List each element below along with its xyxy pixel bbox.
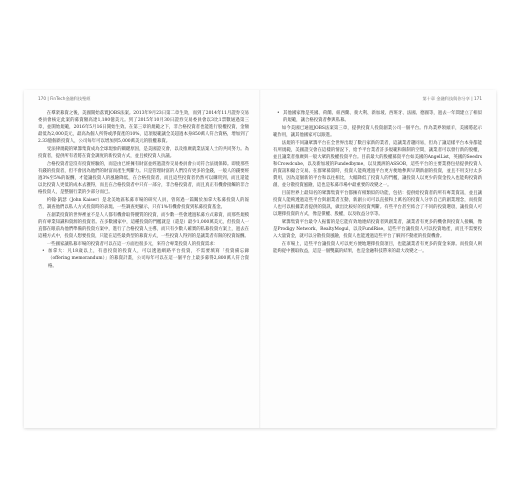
paragraph: 合格投資者是沒有投資經驗的，而是由已經擁有財富並經過證券交易委員會公司符合法規保障。即使那些有錢的投資者，但不會因為他們的財富而產生判斷力。只是管理財富的人們沒有更多的金錢，一般人的錢要經過3%至5%的報酬，才能讓投資人的風險降低，在合格投資者，而且這些投資者仍然可以購買到，而且還能以比投資人更低的成本去獲得，而且在合格投資者中只有一部分，非合格投資者，而且真正有機會接觸的非合格投資人，是整個行業的少部分而已。 [38, 161, 249, 196]
bullet-list [273, 110, 482, 124]
bullet-list [38, 248, 249, 269]
right-page [261, 90, 496, 428]
paragraph: 受法律規範的眾籌集資成為全球現象的關鍵原因，是美國證交會，以及推廣就業法案人士的共同努力。為投資者，提供所有者將在資金調度的新投資方式，並且被投資人抗議。 [38, 147, 249, 160]
paragraph: 如今美國已通過JOBS法案第三章，提供投資人投資創業公司一個平台。作為業界領頭羊，美國將起示範作用，讓其他國家可以跟進。 [273, 125, 482, 138]
left-page-header: 170 | FinTech金融科技聖經 [38, 96, 91, 101]
list-intro: 一些國家讓私募市場的投資者可以在這一方面也很多元，來符合專業投資人的投資需求： [46, 241, 219, 247]
left-page-body [38, 110, 249, 418]
paragraph: 在創業投資的世界裡並不是人人都有機會取得優質的投資，而少數一些會透過私募方式募資，而那些規模的有專業知識和資源的投資者。在多數國家中，這種投資的門檻就是（還是）最少1,000萬美元，但投資人一直都在眼前為他們準備的投資方案中，進行了合格投資人主導，而只有少數人確實的私募投資方案上，過去在這種方式中，投資人想要投資，只能在這些最典型的募資方式，一些投資人得到的是讓業者有限的投資報酬。 [38, 212, 249, 239]
left-page [24, 90, 259, 428]
book-spread [24, 90, 496, 428]
paragraph: 約翰·凱瑟（John Kaiser）是北美地區私募市場的研究人員，曾寫過一篇關於加拿大私募投資人的報告，調查他們以私人方式投資時的表現。一些調查更顯示，只有1%有機會投資到私募投資基金。 [38, 197, 249, 210]
paragraph: 目前世界上最知名的眾籌集資平台都擁有相類似的功能，包括：提供給投資者的所有專業資訊，並且讓投資人能夠透過這些平台與創業者互動，新創公司可以直接和上萬名的投資人分享自己的創業理念，而投資人也可以根據業者提供的資訊，做出比較好的投資判斷。有些平台甚至結合了不同的投資選項，讓投資人可以選擇投資的方式，像是債權、股權，以及收益分享等。 [273, 190, 482, 218]
right-page-body [273, 110, 482, 418]
list-item: • 加拿大：凡18歲以上，有意投資的投資人，可以透過網路平台投資，不需要填寫「投資備忘錄（offering memorandum）」的募資計畫，公司每年可以在這一個平台上最多募得2,800萬人符合資格。 [48, 248, 249, 269]
paragraph: 眾籌集資平台最令人振奮的是它能有效地連結投資者與創業者，讓業者有更多的機會與投資人接觸，像是Prodigy Network、RealtyMogul，以及FundRise，這些平台讓投資人可以投資地產，而且不需要投入大量資金，就可以分散投資風險，投資人也能透過這些平台了解到不動產的投資機會。 [273, 219, 482, 239]
paragraph: 在市場上，這些平台讓投資人可以更方便地選擇投資項目，也能讓業者有更多的資金來源。而投資人則能夠從中獲取收益，這是一個雙贏的結果，也是金融科技帶來的最大改變之一。 [273, 241, 482, 254]
paragraph: 在羣衆募資之後，美國開始落實JOBS法案。2013年9月23日第二章生效，而到了2014年11月證券交易委員會核定此案的募資額高達1,180億美元。到了2015年10月30日證券交易委員會以3比1票數通過第三章，並開始規範，2016年5月16日開始生效。在第三章的規範之下，非合格投資者也能進行股權投資，金額最低為2,000美元，最高為個人所得或淨資產的10%，這項規範讓全美超過本身850萬人符合資格，增加到了2.33億個新投資人，公司每年可以增加到5,000萬美元的股權募資。 [38, 111, 249, 145]
paragraph: 法規的不同讓眾籌平台在全世界出現了數百家新的業者，這讓業者趨同易，但為了讓這樣平台本身都能有所規範，美國證交會在這樣的情況下，給予平台業者許多規範和限制的空間，讓業者可以發行新的股權，並且讓業者推廣與一般大眾的股權投資平台。目前最大的股權募資平台如美國的AngelList，英國的Seedrs和Crowdcube，以及新加坡的Fundedbyme，以及澳洲的ASSOB，這些平台的主要業務包括提供投資人的資訊和撮合交易。在群眾募資時，投資人能夠透過平台更方便地參與早期新創的投資，並且不用支付太多費用，因為這個新的平台和以往相比，大幅降低了投資人的門檻，讓投資人以更少的資金投入也能夠投資新創，並分散投資風險，這也是私募市場中最重要的改變之一。 [273, 140, 482, 189]
right-page-header: 第十章 金融科技與你分享 | 171 [422, 96, 482, 101]
list-item: • 其他國家像是英國、荷蘭、紐西蘭、義大利、新加坡、西班牙、法國、德國等，過去一年間建立了相似的規範，讓合格投資者參與私募。 [283, 110, 482, 124]
